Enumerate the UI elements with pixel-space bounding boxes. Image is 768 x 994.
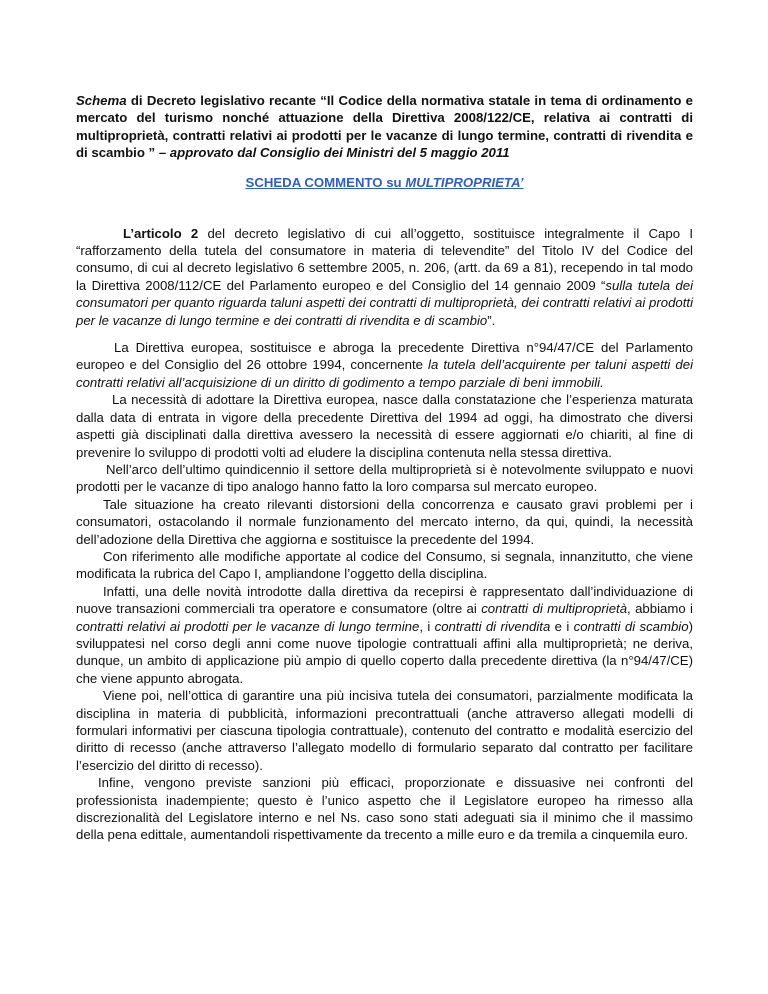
title-body: di Decreto legislativo recante “Il Codice della normativa statale in tema di ordinamento e mercato del turismo nonché attuazione della Direttiva 2008/122/CE, relativa ai contratti di multiproprietà, contratti relativi ai prodotti per le vacanze di lungo termine, contratti di rivendita e di scambio ” (76, 93, 693, 161)
paragraph-4: Nell’arco dell’ultimo quindicennio il settore della multiproprietà si è notevolmente sviluppato e nuovi prodotti per le vacanze di tipo analogo hanno fatto la loro comparsa sul mercato europeo. (76, 461, 693, 495)
paragraph-2: La Direttiva europea, sostituisce e abroga la precedente Direttiva n°94/47/CE del Parlamento europeo e del Consiglio del 26 ottobre 1994, concernente la tutela dell’acquirente per taluni aspetti dei contratti relativi all’acquisizione di un diritto di godimento a tempo parziale di beni immobili. (76, 340, 693, 390)
document-body (76, 225, 693, 844)
heading-text: SCHEDA COMMENTO su MULTIPROPRIETA’ (245, 174, 524, 190)
document-title (76, 92, 693, 162)
document-page (76, 92, 693, 844)
title-approval: – approvato dal Consiglio dei Ministri del 5 maggio 2011 (158, 145, 510, 161)
paragraph-5: Tale situazione ha creato rilevanti distorsioni della concorrenza e causato gravi problemi per i consumatori, ostacolando il normale funzionamento del mercato interno, da qui, quindi, la necessità dell’adozione della Direttiva che aggiorna e sostituisce la precedente del 1994. (76, 496, 693, 547)
title-lead: Schema (76, 93, 127, 108)
paragraph-1: L’articolo 2 del decreto legislativo di cui all’oggetto, sostituisce integralmente il Capo I “rafforzamento della tutela del consumatore in materia di televendite” del Titolo IV del Codice del consumo, di cui al decreto legislativo 6 settembre 2005, n. 206, (artt. da 69 a 81), recependo in tal modo la Direttiva 2008/112/CE del Parlamento europeo e del Consiglio del 14 gennaio 2009 “sulla tutela dei consumatori per quanto riguarda taluni aspetti dei contratti di multiproprietà, dei contratti relativi ai prodotti per le vacanze di lungo termine e dei contratti di rivendita e di scambio”. (76, 225, 694, 328)
paragraph-3: La necessità di adottare la Direttiva europea, nasce dalla constatazione che l’esperienza maturata dalla data di entrata in vigore della precedente Direttiva del 1994 ad oggi, ha dimostrato che diversi aspetti già disciplinati dalla direttiva avessero la necessità di essere aggiornati e/o chiariti, al fine di prevenire lo sviluppo di prodotti volti ad eludere la disciplina contenuta nella stessa direttiva. (76, 392, 693, 460)
section-heading (76, 174, 693, 191)
paragraph-6: Con riferimento alle modifiche apportate al codice del Consumo, si segnala, innanzitutto, che viene modificata la rubrica del Capo I, ampliandone l’oggetto della disciplina. (76, 548, 693, 582)
paragraph-7: Infatti, una delle novità introdotte dalla direttiva da recepirsi è rappresentato dall’individuazione di nuove transazioni commerciali tra operatore e consumatore (oltre ai contratti di multiproprietà, abbiamo i contratti relativi ai prodotti per le vacanze di lungo termine, i contratti di rivendita e i contratti di scambio) sviluppatesi nel corso degli anni come nuove tipologie contrattuali affini alla multiproprietà; ne deriva, dunque, un ambito di applicazione più ampio di quello coperto dalla precedente direttiva (la n°94/47/CE) che viene appunto abrogata. (76, 583, 693, 686)
paragraph-8: Viene poi, nell’ottica di garantire una più incisiva tutela dei consumatori, parzialmente modificata la disciplina in materia di pubblicità, informazioni precontrattuali (anche attraverso allegati modelli di formulari informativi per ciascuna tipologia contrattuale), contenuto del contratto e modalità esercizio del diritto di recesso (anche attraverso l’allegato modello di formulario separato dal contratto per facilitare l’esercizio del diritto di recesso). (76, 688, 693, 773)
paragraph-9: Infine, vengono previste sanzioni più efficaci, proporzionate e dissuasive nei confronti del professionista inadempiente; questo è l’unico aspetto che il Legislatore europeo ha rimesso alla discrezionalità del Legislatore interno e nel Ns. caso sono stati adeguati sia il minimo che il massimo della pena edittale, aumentandoli rispettivamente da trecento a mille euro e da tremila a cinquemila euro. (76, 775, 693, 843)
